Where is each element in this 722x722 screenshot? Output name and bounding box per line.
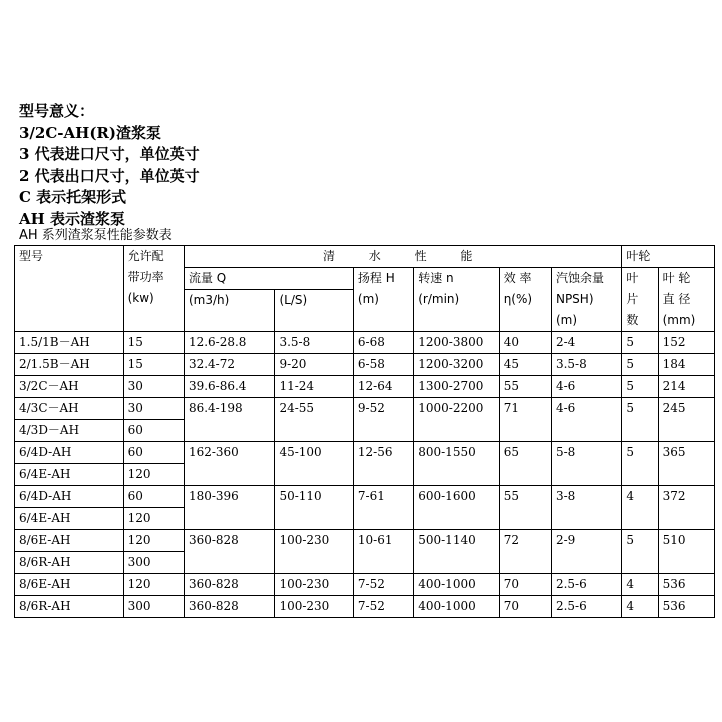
cell-eff: 65 (499, 442, 551, 464)
cell-flow-ls: 11-24 (275, 376, 353, 398)
table-row (15, 354, 715, 376)
cell-flow-m3h (184, 420, 275, 442)
cell-dia: 536 (658, 596, 714, 618)
cell-flow-m3h (184, 552, 275, 574)
cell-flow-ls (275, 420, 353, 442)
cell-head: 7-52 (353, 596, 413, 618)
table-row (15, 398, 715, 420)
cell-power: 15 (123, 354, 184, 376)
header-blade-count-line1: 叶 (626, 271, 639, 285)
cell-flow-m3h: 39.6-86.4 (184, 376, 275, 398)
cell-eff: 72 (499, 530, 551, 552)
cell-blades: 5 (622, 530, 658, 552)
cell-power: 60 (123, 420, 184, 442)
header-head (353, 268, 413, 332)
cell-power: 120 (123, 530, 184, 552)
header-flow: 流量 Q (184, 268, 353, 290)
cell-flow-ls (275, 464, 353, 486)
header-npsh-label: 汽蚀余量 (555, 271, 604, 285)
cell-flow-m3h: 360-828 (184, 574, 275, 596)
cell-speed: 1000-2200 (414, 398, 499, 420)
cell-flow-m3h: 12.6-28.8 (184, 332, 275, 354)
cell-power: 30 (123, 398, 184, 420)
table-row (15, 552, 715, 574)
cell-head (353, 552, 413, 574)
cell-npsh: 2-9 (551, 530, 621, 552)
cell-blades: 4 (622, 596, 658, 618)
cell-flow-m3h (184, 464, 275, 486)
cell-flow-ls: 24-55 (275, 398, 353, 420)
cell-eff: 45 (499, 354, 551, 376)
cell-power: 15 (123, 332, 184, 354)
header-blade-count-line2: 片 (626, 292, 639, 306)
header-speed (414, 268, 499, 332)
header-speed-label: 转速 n (418, 271, 454, 285)
cell-power: 30 (123, 376, 184, 398)
cell-head (353, 508, 413, 530)
cell-flow-ls: 100-230 (275, 530, 353, 552)
header-efficiency-unit: η(%) (503, 292, 533, 306)
header-power-line2: 带功率 (127, 270, 164, 284)
cell-flow-ls: 3.5-8 (275, 332, 353, 354)
cell-dia: 372 (658, 486, 714, 508)
cell-model: 6/4E-AH (15, 464, 124, 486)
cell-head (353, 420, 413, 442)
cell-model: 6/4E-AH (15, 508, 124, 530)
table-row (15, 442, 715, 464)
cell-eff (499, 464, 551, 486)
cell-speed (414, 464, 499, 486)
header-efficiency-label: 效 率 (503, 271, 532, 285)
table-row (15, 508, 715, 530)
cell-model: 8/6R-AH (15, 552, 124, 574)
cell-dia: 184 (658, 354, 714, 376)
cell-eff: 55 (499, 486, 551, 508)
header-head-label: 扬程 H (357, 271, 395, 285)
cell-blades: 5 (622, 376, 658, 398)
cell-blades: 4 (622, 486, 658, 508)
cell-npsh: 4-6 (551, 398, 621, 420)
cell-flow-m3h: 86.4-198 (184, 398, 275, 420)
cell-flow-ls: 9-20 (275, 354, 353, 376)
cell-eff: 40 (499, 332, 551, 354)
header-speed-unit: (r/min) (418, 292, 460, 306)
cell-speed (414, 552, 499, 574)
header-blade-count-line3: 数 (626, 313, 639, 327)
cell-head: 12-64 (353, 376, 413, 398)
cell-eff: 55 (499, 376, 551, 398)
header-blade-count (622, 268, 658, 332)
intro-outlet-note: 2 代表出口尺寸，单位英寸 (19, 166, 200, 185)
cell-model: 2/1.5B－AH (15, 354, 124, 376)
cell-blades (622, 464, 658, 486)
cell-power: 120 (123, 574, 184, 596)
table-row (15, 574, 715, 596)
header-row-1 (15, 246, 715, 268)
cell-speed: 400-1000 (414, 574, 499, 596)
cell-dia: 152 (658, 332, 714, 354)
cell-model: 8/6R-AH (15, 596, 124, 618)
cell-speed: 600-1600 (414, 486, 499, 508)
cell-power: 300 (123, 596, 184, 618)
cell-flow-ls: 100-230 (275, 596, 353, 618)
cell-npsh: 3.5-8 (551, 354, 621, 376)
intro-inlet-note: 3 代表进口尺寸，单位英寸 (19, 145, 200, 163)
cell-npsh: 2-4 (551, 332, 621, 354)
cell-flow-ls: 100-230 (275, 574, 353, 596)
cell-flow-ls: 45-100 (275, 442, 353, 464)
cell-dia: 214 (658, 376, 714, 398)
cell-model: 4/3D－AH (15, 420, 124, 442)
header-diameter-unit: (mm) (662, 313, 696, 327)
header-power-unit: (kw) (127, 291, 154, 305)
cell-npsh: 2.5-6 (551, 596, 621, 618)
header-flow-m3h: (m3/h) (184, 290, 275, 332)
cell-speed: 1200-3800 (414, 332, 499, 354)
cell-head: 10-61 (353, 530, 413, 552)
header-diameter-line1: 叶 轮 (662, 271, 691, 285)
cell-blades (622, 508, 658, 530)
cell-flow-m3h: 360-828 (184, 596, 275, 618)
cell-speed: 800-1550 (414, 442, 499, 464)
header-impeller: 叶轮 (622, 246, 715, 268)
cell-eff (499, 420, 551, 442)
cell-eff: 70 (499, 574, 551, 596)
intro-heading: 型号意义： (19, 102, 95, 120)
cell-flow-m3h (184, 508, 275, 530)
cell-head (353, 464, 413, 486)
cell-eff: 70 (499, 596, 551, 618)
header-model: 型号 (15, 246, 124, 332)
header-efficiency (499, 268, 551, 332)
cell-npsh (551, 420, 621, 442)
intro-example-model: 3/2C-AH(R)渣浆泵 (19, 123, 161, 142)
cell-flow-m3h: 162-360 (184, 442, 275, 464)
cell-flow-ls: 50-110 (275, 486, 353, 508)
cell-power: 120 (123, 464, 184, 486)
cell-dia (658, 508, 714, 530)
cell-blades: 4 (622, 574, 658, 596)
header-impeller-diameter (658, 268, 714, 332)
cell-power: 60 (123, 442, 184, 464)
cell-head: 7-61 (353, 486, 413, 508)
intro-pump-note: AH 表示渣浆泵 (19, 209, 126, 228)
cell-eff (499, 508, 551, 530)
cell-npsh: 2.5-6 (551, 574, 621, 596)
header-power-line1: 允许配 (127, 249, 164, 263)
header-power (123, 246, 184, 332)
cell-dia (658, 552, 714, 574)
cell-flow-m3h: 180-396 (184, 486, 275, 508)
cell-model: 3/2C－AH (15, 376, 124, 398)
cell-flow-m3h: 32.4-72 (184, 354, 275, 376)
cell-dia: 245 (658, 398, 714, 420)
cell-head: 9-52 (353, 398, 413, 420)
intro-frame-note: C 表示托架形式 (19, 188, 127, 206)
cell-speed: 1200-3200 (414, 354, 499, 376)
cell-eff: 71 (499, 398, 551, 420)
cell-speed: 400-1000 (414, 596, 499, 618)
cell-dia: 510 (658, 530, 714, 552)
cell-dia: 536 (658, 574, 714, 596)
cell-flow-ls (275, 552, 353, 574)
header-npsh (551, 268, 621, 332)
table-row (15, 530, 715, 552)
cell-model: 8/6E-AH (15, 574, 124, 596)
cell-speed (414, 508, 499, 530)
cell-speed: 1300-2700 (414, 376, 499, 398)
header-clear-water (184, 246, 621, 268)
cell-dia (658, 464, 714, 486)
cell-speed: 500-1140 (414, 530, 499, 552)
header-clear-water-label: 清 水 性 能 (322, 249, 488, 263)
cell-power: 60 (123, 486, 184, 508)
table-row (15, 464, 715, 486)
cell-blades (622, 420, 658, 442)
cell-head: 6-58 (353, 354, 413, 376)
performance-table (14, 245, 715, 618)
cell-model: 8/6E-AH (15, 530, 124, 552)
cell-eff (499, 552, 551, 574)
cell-model: 1.5/1B－AH (15, 332, 124, 354)
cell-flow-m3h: 360-828 (184, 530, 275, 552)
table-row (15, 596, 715, 618)
cell-model: 4/3C－AH (15, 398, 124, 420)
model-meaning-section (19, 101, 200, 230)
cell-npsh: 3-8 (551, 486, 621, 508)
cell-dia (658, 420, 714, 442)
table-row (15, 332, 715, 354)
table-row (15, 376, 715, 398)
table-caption: AH 系列渣浆泵性能参数表 (19, 228, 172, 243)
cell-flow-ls (275, 508, 353, 530)
header-npsh-unit: (m) (555, 313, 578, 327)
cell-model: 6/4D-AH (15, 442, 124, 464)
cell-npsh (551, 508, 621, 530)
cell-blades: 5 (622, 354, 658, 376)
cell-npsh (551, 552, 621, 574)
cell-npsh (551, 464, 621, 486)
header-npsh-abbr: NPSH) (555, 292, 594, 306)
cell-blades: 5 (622, 442, 658, 464)
header-head-unit: (m) (357, 292, 379, 306)
header-flow-ls: (L/S) (275, 290, 353, 332)
table-row (15, 420, 715, 442)
cell-head: 6-68 (353, 332, 413, 354)
cell-blades (622, 552, 658, 574)
cell-blades: 5 (622, 332, 658, 354)
header-diameter-line2: 直 径 (662, 292, 691, 306)
cell-speed (414, 420, 499, 442)
cell-npsh: 4-6 (551, 376, 621, 398)
cell-power: 120 (123, 508, 184, 530)
table-row (15, 486, 715, 508)
cell-blades: 5 (622, 398, 658, 420)
cell-model: 6/4D-AH (15, 486, 124, 508)
cell-npsh: 5-8 (551, 442, 621, 464)
cell-head: 12-56 (353, 442, 413, 464)
cell-dia: 365 (658, 442, 714, 464)
cell-head: 7-52 (353, 574, 413, 596)
cell-power: 300 (123, 552, 184, 574)
